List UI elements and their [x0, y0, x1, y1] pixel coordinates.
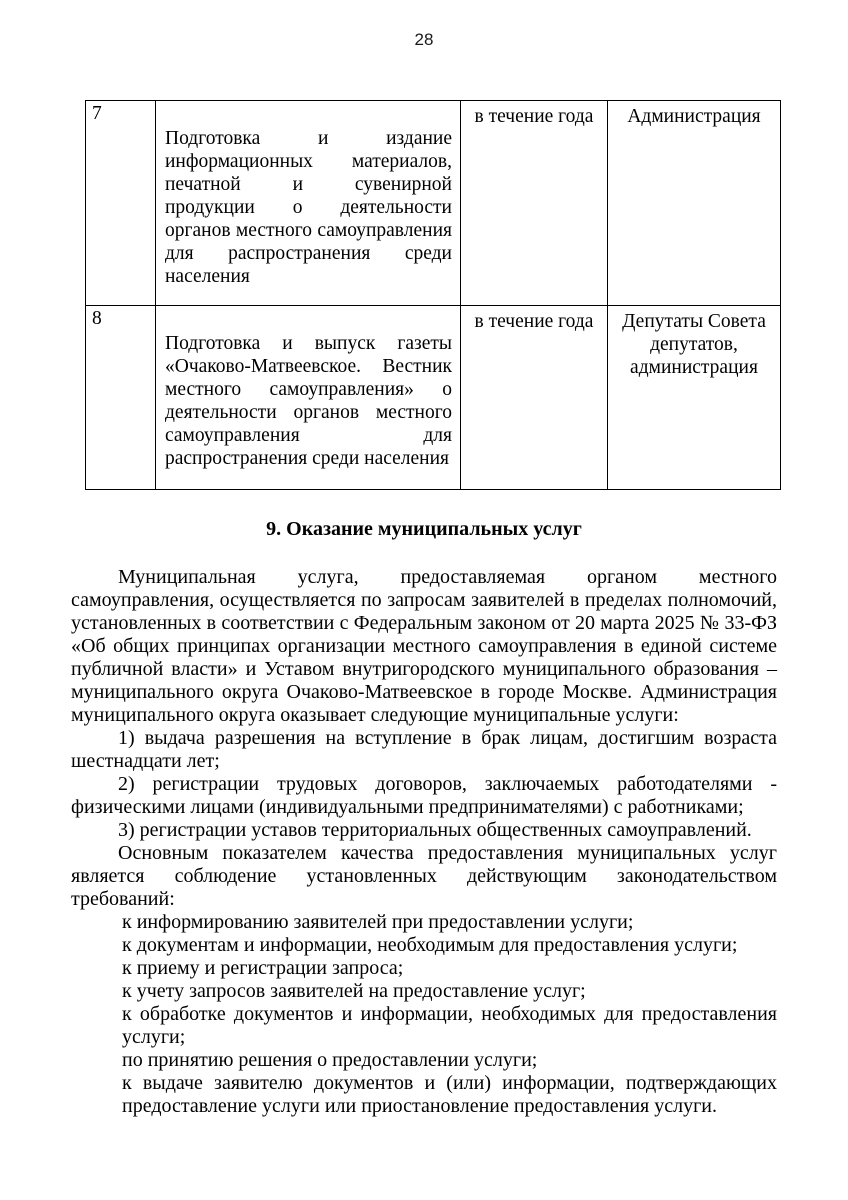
- requirement-item-7: к выдаче заявителю документов и (или) информации, подтверждающих предоставление услуги или приостановление предоставления услуги.: [122, 1072, 777, 1117]
- page-number: 28: [414, 30, 434, 49]
- requirement-item-4: к учету запросов заявителей на предоставление услуг;: [122, 980, 586, 1002]
- row-number-cell: 8: [86, 306, 156, 490]
- service-item-3: 3) регистрации уставов территориальных общественных самоуправлений.: [118, 819, 752, 841]
- quality-paragraph: Основным показателем качества предоставления муниципальных услуг является соблюдение установленных действующим законодательством требований:: [71, 842, 777, 910]
- activities-table: [85, 100, 781, 490]
- requirement-item-6: по принятию решения о предоставлении услуги;: [122, 1049, 538, 1071]
- intro-paragraph: Муниципальная услуга, предоставляемая органом местного самоуправления, осуществляется по запросам заявителей в пределах полномочий, установленных в соответствии с Федеральным законом от 20 марта 2025 № 33-ФЗ «Об общих принципах организации местного самоуправления в единой системе публичной власти» и Уставом внутригородского муниципального образования – муниципального округа Очаково-Матвеевское в городе Москве. Администрация муниципального округа оказывает следующие муниципальные услуги:: [71, 566, 777, 726]
- service-item-2: 2) регистрации трудовых договоров, заключаемых работодателями - физическими лицами (индивидуальными предпринимателями) с работниками;: [71, 773, 777, 818]
- requirement-item-5: к обработке документов и информации, необходимых для предоставления услуги;: [122, 1003, 777, 1048]
- responsible-cell: Депутаты Совета депутатов, администрация: [608, 306, 781, 490]
- service-item-1: 1) выдача разрешения на вступление в брак лицам, достигшим возраста шестнадцати лет;: [71, 727, 777, 772]
- table-row: [86, 306, 781, 490]
- period-cell: в течение года: [461, 306, 608, 490]
- row-number-cell: 7: [86, 101, 156, 306]
- section-heading: 9. Оказание муниципальных услуг: [266, 518, 582, 540]
- responsible-cell: Администрация: [608, 101, 781, 306]
- requirement-item-3: к приему и регистрации запроса;: [122, 957, 404, 979]
- table-row: [86, 101, 781, 306]
- activity-cell: Подготовка и издание информационных материалов, печатной и сувенирной продукции о деятельности органов местного самоуправления для распространения среди населения: [156, 101, 461, 306]
- requirement-item-2: к документам и информации, необходимым для предоставления услуги;: [122, 934, 738, 956]
- requirement-item-1: к информированию заявителей при предоставлении услуги;: [122, 911, 634, 933]
- period-cell: в течение года: [461, 101, 608, 306]
- activity-cell: Подготовка и выпуск газеты «Очаково-Матвеевское. Вестник местного самоуправления» о деятельности органов местного самоуправления для распространения среди населения: [156, 306, 461, 490]
